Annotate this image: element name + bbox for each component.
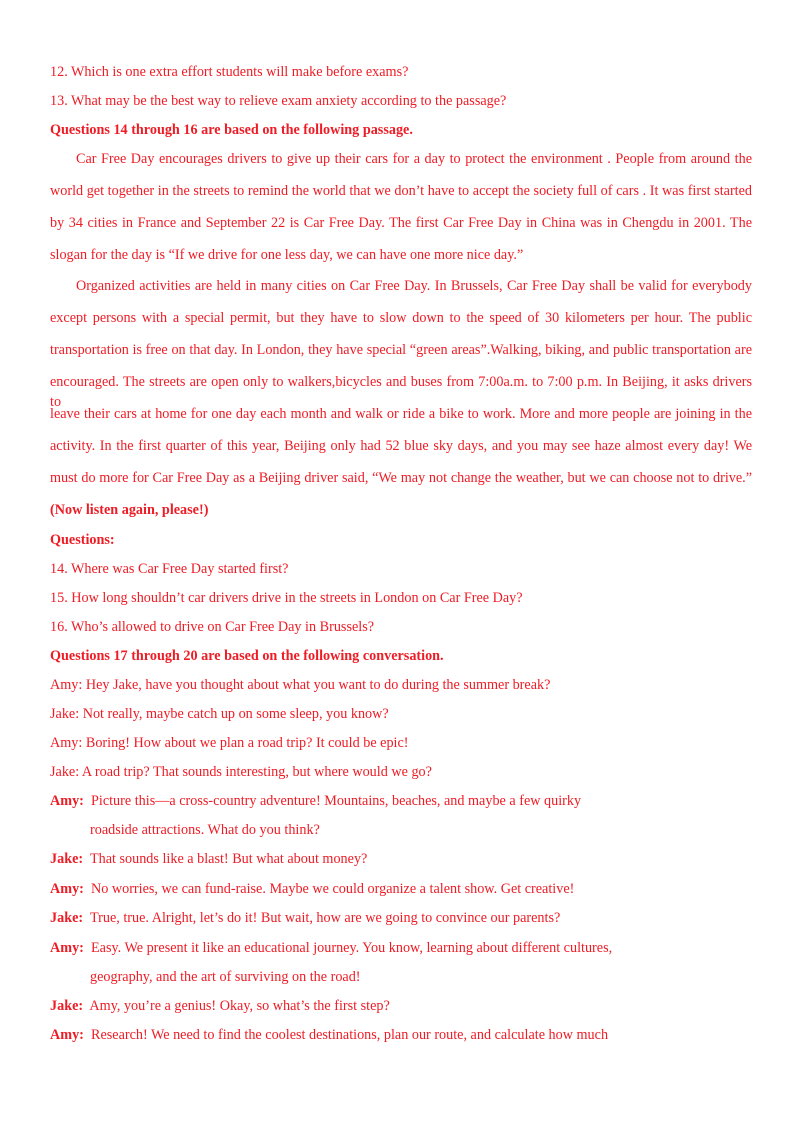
passage-p2-line: transportation is free on that day. In London, they have special “green areas”.Walking, biking, and public transportation are <box>50 342 752 358</box>
dialog-line: Amy: Boring! How about we plan a road trip? It could be epic! <box>50 735 409 751</box>
speaker-label: Jake: <box>50 910 84 926</box>
dialog-continuation: roadside attractions. What do you think? <box>90 822 320 838</box>
speaker-label: Jake: <box>50 998 84 1014</box>
listen-again-note: (Now listen again, please!) <box>50 502 209 518</box>
dialog-line <box>50 879 752 899</box>
dialog-text: Research! We need to find the coolest destinations, plan our route, and calculate how much <box>90 1027 609 1043</box>
speaker-label: Amy: <box>50 793 84 809</box>
dialog-line <box>50 849 752 869</box>
question-16: 16. Who’s allowed to drive on Car Free Day in Brussels? <box>50 619 375 635</box>
dialog-line: Jake: Not really, maybe catch up on some sleep, you know? <box>50 706 389 722</box>
passage-p2-line: must do more for Car Free Day as a Beijing driver said, “We may not change the weather, but we can choose not to drive.” <box>50 470 752 486</box>
section-heading-17-20: Questions 17 through 20 are based on the following conversation. <box>50 648 444 664</box>
dialog-text: Picture this—a cross-country adventure! Mountains, beaches, and maybe a few quirky <box>90 793 582 809</box>
passage-p1-line: by 34 cities in France and September 22 is Car Free Day. The first Car Free Day in China was in Chengdu in 2001. The <box>50 215 752 231</box>
questions-label: Questions: <box>50 532 115 548</box>
dialog-line <box>50 996 752 1016</box>
dialog-line <box>50 908 752 928</box>
dialog-text: No worries, we can fund-raise. Maybe we could organize a talent show. Get creative! <box>90 881 575 897</box>
passage-p1-line: world get together in the streets to remind the world that we don’t have to accept the society full of cars . It was first started <box>50 183 752 199</box>
dialog-line: Jake: A road trip? That sounds interesting, but where would we go? <box>50 764 432 780</box>
dialog-text: That sounds like a blast! But what about money? <box>89 851 368 867</box>
speaker-label: Amy: <box>50 881 84 897</box>
passage-p1-line: Car Free Day encourages drivers to give up their cars for a day to protect the environment . People from around the <box>76 151 752 167</box>
dialog-continuation: geography, and the art of surviving on the road! <box>90 969 361 985</box>
question-12: 12. Which is one extra effort students will make before exams? <box>50 64 409 80</box>
question-14: 14. Where was Car Free Day started first? <box>50 561 289 577</box>
dialog-line <box>50 938 752 958</box>
dialog-line <box>50 791 752 811</box>
passage-p2-line: encouraged. The streets are open only to walkers,bicycles and buses from 7:00a.m. to 7:00 p.m. In Beijing, it asks drivers to <box>50 374 752 410</box>
speaker-label: Amy: <box>50 940 84 956</box>
question-13: 13. What may be the best way to relieve exam anxiety according to the passage? <box>50 93 507 109</box>
dialog-line: Amy: Hey Jake, have you thought about what you want to do during the summer break? <box>50 677 551 693</box>
dialog-text: Easy. We present it like an educational journey. You know, learning about different cultures, <box>90 940 613 956</box>
dialog-line <box>50 1025 752 1045</box>
passage-p2-line: Organized activities are held in many cities on Car Free Day. In Brussels, Car Free Day shall be valid for everybody <box>76 278 752 294</box>
speaker-label: Jake: <box>50 851 84 867</box>
section-heading-14-16: Questions 14 through 16 are based on the following passage. <box>50 122 413 138</box>
passage-p2-line: except persons with a special permit, but they have to slow down to the speed of 30 kilometers per hour. The public <box>50 310 752 326</box>
passage-p1-line: slogan for the day is “If we drive for one less day, we can have one more nice day.” <box>50 247 524 263</box>
speaker-label: Amy: <box>50 1027 84 1043</box>
passage-p2-line: leave their cars at home for one day each month and walk or ride a bike to work. More and more people are joining in the <box>50 406 752 422</box>
dialog-text: Amy, you’re a genius! Okay, so what’s the first step? <box>89 998 390 1014</box>
question-15: 15. How long shouldn’t car drivers drive in the streets in London on Car Free Day? <box>50 590 523 606</box>
passage-p2-line: activity. In the first quarter of this year, Beijing only had 52 blue sky days, and you may see haze almost every day! We <box>50 438 752 454</box>
dialog-text: True, true. Alright, let’s do it! But wait, how are we going to convince our parents? <box>89 910 561 926</box>
